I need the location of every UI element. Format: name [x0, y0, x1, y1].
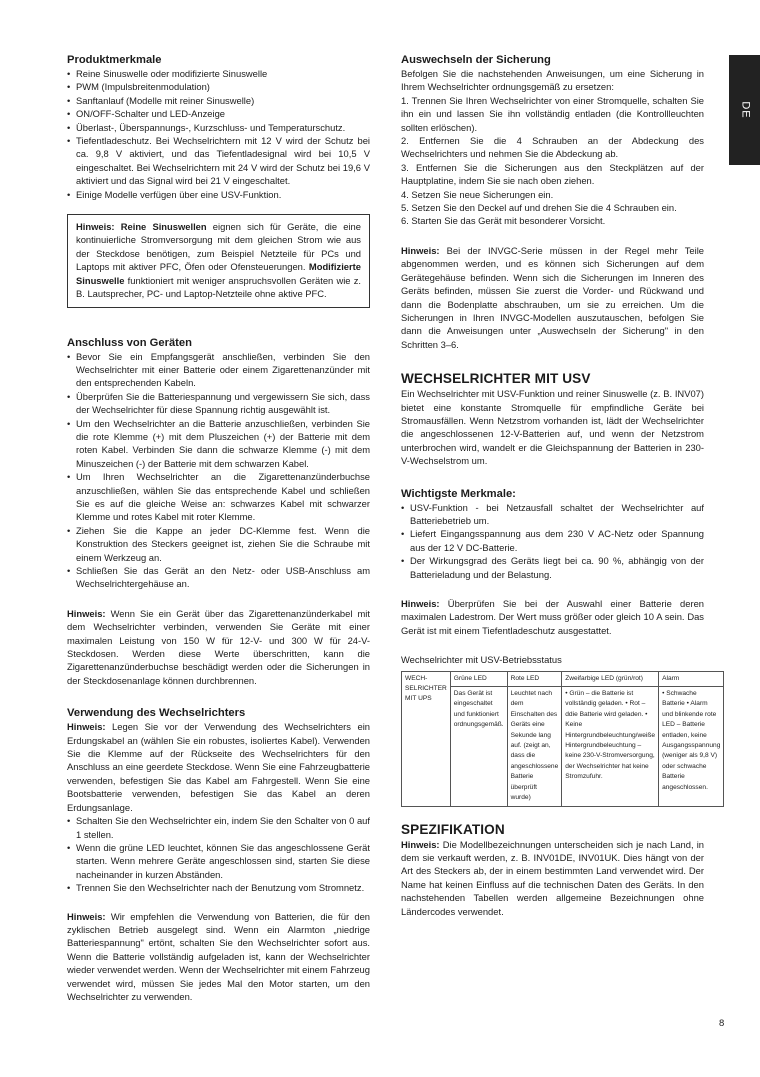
right-column — [401, 53, 721, 918]
sine-wave-note-box — [67, 214, 370, 307]
table-header-cell: Grüne LED — [450, 671, 507, 686]
list-item: 4. Setzen Sie neue Sicherungen ein. — [401, 188, 554, 200]
hint-label: Hinweis: — [67, 910, 106, 922]
table-header-cell: Alarm — [659, 671, 724, 686]
page-number: 8 — [719, 1018, 725, 1029]
language-label: DE — [739, 101, 752, 119]
list-item: • PWM (Impulsbreitenmodulation) — [67, 80, 370, 93]
list-item: • Überlast-, Überspannungs-, Kurzschluss- und Temperaturschutz. — [67, 121, 370, 134]
list-item: • Schalten Sie den Wechselrichter ein, indem Sie den Schalter von 0 auf 1 stellen. — [67, 814, 370, 841]
language-tab — [729, 55, 760, 165]
table-row-label: WECH-SELRICHTER MIT UPS — [402, 671, 451, 806]
list-item: 2. Entfernen Sie die 4 Schrauben an der Abdeckung des Wechselrichters und nehmen Sie die Abdeckung ab. — [401, 135, 704, 160]
hint-label: Hinweis: — [67, 721, 106, 733]
list-item: • Um Ihren Wechselrichter an die Zigarettenanzünderbuchse anzuschließen, wählen Sie das entsprechende Kabel und schließen Sie es auf die gleiche Weise an: schwarzes Kabel mit schwarzer Klemme und rotes Kabel mit roter Klemme. — [67, 470, 370, 524]
hint-text: Wenn Sie ein Gerät über das Zigarettenanzünderkabel mit dem Wechselrichter verbinden, verwenden Sie Geräte mit einer maximalen Leistung von 150 W für 12-V- und 300 W für 24-V-Steckdosen. Werden diese Werte überschritten, kann die Zigarettenanzünderbuchse beschädigt werden oder die Sicherungen in der Steckdosenanlage können durchbrennen. — [67, 607, 370, 686]
hint-text: Bei der INVGC-Serie müssen in der Regel mehr Teile abgenommen werden, und es können sich Sicherungen auf dem Gerätegehäuse befinden. Wenn sich die Sicherungen im Inneren des Geräts befinden, müssen Sie zuerst die Vorder- und Rückwand und dann die Bodenplatte abschrauben, um sie zu erreichen. Um die Sicherungen in Ihren INVGC-Modellen auszutauschen, befolgen Sie dann die Anweisungen unter „Auswechseln der Sicherung" in den Schritten 3–6. — [401, 244, 704, 350]
product-features-section — [67, 53, 370, 201]
note-text: funktioniert mit weniger anspruchsvollen Geräten wie z. B. Lautsprecher, PC- und Laptop-Netzteile ohne aktive PFC. — [76, 274, 361, 300]
invgc-hint — [401, 244, 704, 351]
list-item: • Tiefentladeschutz. Bei Wechselrichtern mit 12 V wird der Schutz bei ca. 9,8 V aktiviert, und das Tiefentladesignal wird bei 10,5 V eingeschaltet. Bei Wechselrichtern mit 24 V wird der Schutz bei 19,6 V aktiviert und das Signal wird bei 21 V eingeschaltet. — [67, 134, 370, 188]
specification-heading: SPEZIFIKATION — [401, 821, 505, 837]
table-cell: • Grün – die Batterie ist vollständig geladen. • Rot – ddie Batterie wird geladen. • Keine Hintergrundbeleuchtung/weiße Hintergrundbeleuchtung – keine 230-V-Stromversorgung, der Wechselrichter hat keine Stromzufuhr. — [562, 687, 659, 806]
list-item: • ON/OFF-Schalter und LED-Anzeige — [67, 107, 370, 120]
fuse-intro: Befolgen Sie die nachstehenden Anweisungen, um eine Sicherung in Ihrem Wechselrichter ordnungsgemäß zu ersetzen: — [401, 68, 704, 93]
table-cell: Leuchtet nach dem Einschalten des Geräts eine Sekunde lang auf. (zeigt an, dass die angeschlossene Batterie überprüft wurde) — [507, 687, 562, 806]
list-item: • Bevor Sie ein Empfangsgerät anschließen, verbinden Sie den Wechselrichter mit einer Batterie oder einem Zigarettenanzünder mit den entsprechenden Kabeln. — [67, 350, 370, 390]
fuse-heading: Auswechseln der Sicherung — [401, 54, 551, 66]
usage-list — [67, 814, 370, 894]
list-item: 3. Entfernen Sie die Sicherungen aus den Steckplätzen auf der Hauptplatine, indem Sie sie nach oben ziehen. — [401, 161, 704, 187]
table-caption: Wechselrichter mit USV-Betriebsstatus — [401, 654, 562, 666]
ups-section — [401, 370, 704, 467]
table-cell: • Schwache Batterie • Alarm und blinkende rote LED – Batterie entladen, keine Ausgangsspannung (weniger als 9,8 V) oder schwache Batterie angeschlossen. — [659, 687, 724, 806]
list-item: • Trennen Sie den Wechselrichter nach der Benutzung vom Stromnetz. — [67, 881, 370, 894]
cigarette-lighter-hint — [67, 607, 370, 687]
connection-list — [67, 350, 370, 591]
key-features-section — [401, 487, 704, 581]
ups-heading: WECHSELRICHTER MIT USV — [401, 371, 591, 387]
connection-section — [67, 336, 370, 591]
table-cell: Das Gerät ist eingeschaltet und funktioniert ordnungsgemäß. — [450, 687, 507, 806]
list-item: 6. Starten Sie das Gerät mit besonderer Vorsicht. — [401, 215, 606, 227]
connection-heading: Anschluss von Geräten — [67, 336, 192, 349]
fuse-section — [401, 53, 704, 228]
specification-section — [401, 821, 704, 918]
usage-intro — [67, 720, 370, 814]
table-row — [402, 687, 724, 806]
usage-section — [67, 706, 370, 894]
list-item: • Der Wirkungsgrad des Geräts liegt bei ca. 90 %, abhängig von der Batterieladung und der Belastung. — [401, 554, 704, 581]
product-features-list — [67, 67, 370, 201]
hint-text: Überprüfen Sie bei der Auswahl einer Batterie deren maximalen Ladestrom. Der Wert muss größer oder gleich 10 A sein. Das Gerät ist mit einem Tiefentladeschutz ausgestattet. — [401, 598, 704, 636]
note-bold-term: Modifizierte Sinuswelle — [76, 261, 361, 286]
table-header-cell: Zweifarbige LED (grün/rot) — [562, 671, 659, 686]
list-item: • Einige Modelle verfügen über eine USV-Funktion. — [67, 188, 370, 201]
list-item: • Schließen Sie das Gerät an den Netz- oder USB-Anschluss am Wechselrichtergehäuse an. — [67, 564, 370, 591]
charge-current-hint — [401, 597, 704, 637]
ups-status-table — [401, 671, 724, 807]
hint-text: Legen Sie vor der Verwendung des Wechselrichters ein Erdungskabel an (wählen Sie ein robustes, isoliertes Kabel). Verwenden Sie die Klemme auf der Rückseite des Wechselrichters für den Anschluss an eine geerdete Steckdose. Wenn Sie eine Fahrzeugbatterie verwenden, befestigen Sie das Kabel am Fahrgestell. Wenn Sie eine Bootsbatterie verwenden, befestigen Sie das Kabel an deren Erdungsanlage. — [67, 721, 370, 813]
key-features-heading: Wichtigste Merkmale: — [401, 487, 516, 500]
list-item: • Liefert Eingangsspannung aus dem 230 V AC-Netz oder Spannung aus der 12 V DC-Batterie. — [401, 527, 704, 554]
hint-label: Hinweis: — [401, 244, 440, 256]
list-item: • Wenn die grüne LED leuchtet, können Sie das angeschlossene Gerät starten. Wenn mehrere Geräte angeschlossen sind, starten Sie diese nacheinander in kurzen Abständen. — [67, 841, 370, 881]
usage-heading: Verwendung des Wechselrichters — [67, 707, 246, 720]
hint-text: Die Modellbezeichnungen unterscheiden sich je nach Land, in dem sie verkauft werden, z. B. INV01DE, INV01UK. Dies hängt von der Art des Steckers ab, der in einem bestimmten Land verwendet wird. Der Name hat keinen Einfluss auf die technischen Daten des Geräts. In den nachstehenden Tabellen werden allgemeine Bezeichnungen ohne Ländercodes verwendet. — [401, 838, 704, 917]
list-item: • Überprüfen Sie die Batteriespannung und vergewissern Sie sich, dass der Wechselrichter für diese Spannung richtig ausgewählt ist. — [67, 390, 370, 417]
list-item: 5. Setzen Sie den Deckel auf und drehen Sie die 4 Schrauben ein. — [401, 202, 677, 214]
left-column — [67, 53, 370, 1003]
hint-label: Hinweis: — [401, 838, 440, 850]
hint-text: Wir empfehlen die Verwendung von Batterien, die für den zyklischen Betrieb ausgelegt sind. Wenn ein Alarmton „niedrige Batteriespannung" ertönt, schalten Sie den Wechselrichter sofort aus. Wenn die Batterie vollständig aufgeladen ist, kann der Wechselrichter wieder verwendet werden. Wenn der Wechselrichter mit einem Fahrzeug verwendet wird, müssen Sie jedes Mal den Motor starten, um den Wechselrichter zu verwenden. — [67, 910, 370, 1002]
ups-text: Ein Wechselrichter mit USV-Funktion und reiner Sinuswelle (z. B. INV07) bietet eine konstante Stromquelle für empfindliche Geräte bei Stromausfällen. Wenn Netzstrom vorhanden ist, lädt der Wechselrichter die angeschlossenen 12-V-Batterien auf, und wenn der Netzstrom unterbrochen wird, wandelt er die Gleichspannung der Batterien in 230-V-Wechselstrom um. — [401, 388, 704, 467]
note-label: Hinweis: Reine Sinuswellen — [76, 221, 207, 233]
specification-text — [401, 838, 704, 918]
key-features-list — [401, 501, 704, 581]
product-features-heading: Produktmerkmale — [67, 54, 162, 66]
note-text: eignen sich für Geräte, die eine kontinuierliche Stromversorgung mit dem gleichen Strom wie aus der Steckdose benötigen, zum Beispiel Netzteile für PCs und Laptops mit aktiver PFC, Öfen oder Ofensteuerungen. — [76, 221, 361, 273]
list-item: • Um den Wechselrichter an die Batterie anzuschließen, verbinden Sie die rote Klemme (+) mit dem Pluszeichen (+) der Batterie mit dem roten Kabel. Verbinden Sie dann die schwarze Klemme (-) mit dem Minuszeichen (-) der Batterie mit dem schwarzen Kabel. — [67, 417, 370, 471]
table-row — [402, 671, 724, 686]
fuse-steps — [401, 94, 704, 228]
list-item: • USV-Funktion - bei Netzausfall schaltet der Wechselrichter auf Batteriebetrieb um. — [401, 501, 704, 528]
battery-hint — [67, 910, 370, 1004]
table-header-cell: Rote LED — [507, 671, 562, 686]
list-item: 1. Trennen Sie Ihren Wechselrichter von einer Stromquelle, schalten Sie ihn ein und lassen Sie ihn vollständig entladen (die Kontrollleuchten sollten erlöschen). — [401, 94, 704, 133]
list-item: • Ziehen Sie die Kappe an jeder DC-Klemme fest. Wenn die Konstruktion des Steckers geeignet ist, ziehen Sie die Schraube mit einem Werkzeug an. — [67, 524, 370, 564]
list-item: • Sanftanlauf (Modelle mit reiner Sinuswelle) — [67, 94, 370, 107]
list-item: • Reine Sinuswelle oder modifizierte Sinuswelle — [67, 67, 370, 80]
hint-label: Hinweis: — [67, 607, 106, 619]
hint-label: Hinweis: — [401, 598, 440, 609]
